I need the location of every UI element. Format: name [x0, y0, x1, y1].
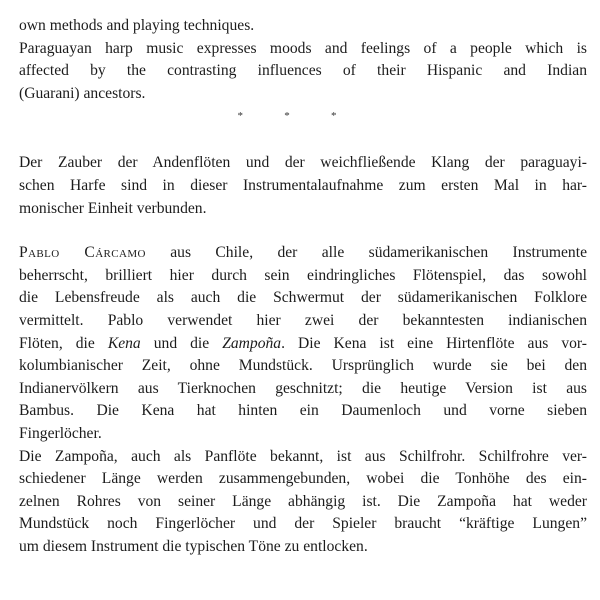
- text-line: Fingerlöcher.: [19, 424, 102, 442]
- text-line: [19, 242, 587, 265]
- text-line: affected by the contrasting influences of their Hispanic and Indian: [19, 62, 587, 80]
- separator-star: *: [284, 110, 290, 123]
- zampona-paragraph: [19, 446, 587, 559]
- german-intro-paragraph: [19, 152, 587, 220]
- pablo-paragraph: [19, 242, 587, 445]
- text-line: own methods and playing techniques.: [19, 17, 255, 34]
- text-fragment: . Die Kena ist eine Hirtenflöte aus vor-: [281, 334, 587, 352]
- section-separator: [19, 109, 587, 123]
- text-line: Die Zampoña, auch als Panflöte bekannt, ist aus Schilfrohr. Schilfrohre ver-: [19, 447, 587, 465]
- document-page: [19, 0, 587, 558]
- text-line: Mundstück noch Fingerlöcher und der Spieler braucht “kräftige Lungen”: [19, 515, 587, 533]
- text-line: (Guarani) ancestors.: [19, 84, 146, 102]
- separator-star: *: [331, 110, 337, 123]
- text-fragment: Flöten, die: [19, 334, 108, 352]
- text-line: die Lebensfreude als auch die Schwermut der südamerikanischen Folklore: [19, 289, 587, 307]
- text-line: [19, 333, 587, 356]
- artist-name: Pablo Cárcamo: [19, 244, 146, 262]
- instrument-name-kena: Kena: [107, 334, 141, 352]
- text-line: um diesem Instrument die typischen Töne zu entlocken.: [19, 537, 368, 555]
- intro-paragraph: [19, 15, 587, 105]
- instrument-name-zampona: Zampoña: [222, 334, 282, 352]
- text-line: beherrscht, brilliert hier durch sein eindringliches Flötenspiel, das sowohl: [19, 266, 587, 284]
- text-line: Bambus. Die Kena hat hinten ein Daumenloch und vorne sieben: [19, 402, 587, 420]
- separator-star: *: [237, 110, 243, 123]
- text-line: monischer Einheit verbunden.: [19, 199, 207, 217]
- text-line: Paraguayan harp music expresses moods and feelings of a people which is: [19, 39, 587, 57]
- text-line: Der Zauber der Andenflöten und der weichfließende Klang der paraguayi-: [19, 154, 587, 172]
- text-line: Indianervölkern aus Tierknochen geschnitzt; die heutige Version ist aus: [19, 379, 587, 397]
- text-line: vermittelt. Pablo verwendet hier zwei der bekanntesten indianischen: [19, 311, 587, 329]
- text-fragment: und die: [140, 334, 223, 352]
- text-line: kolumbianischer Zeit, ohne Mundstück. Ursprünglich wurde sie bei den: [19, 357, 587, 375]
- text-line: zelnen Rohres von seiner Länge abhängig ist. Die Zampoña hat weder: [19, 492, 587, 510]
- text-fragment: aus Chile, der alle südamerikanischen Instrumente: [145, 244, 587, 262]
- text-line: schiedener Länge werden zusammengebunden, wobei die Tonhöhe des ein-: [19, 470, 587, 488]
- text-line: schen Harfe sind in dieser Instrumentalaufnahme zum ersten Mal in har-: [19, 176, 587, 194]
